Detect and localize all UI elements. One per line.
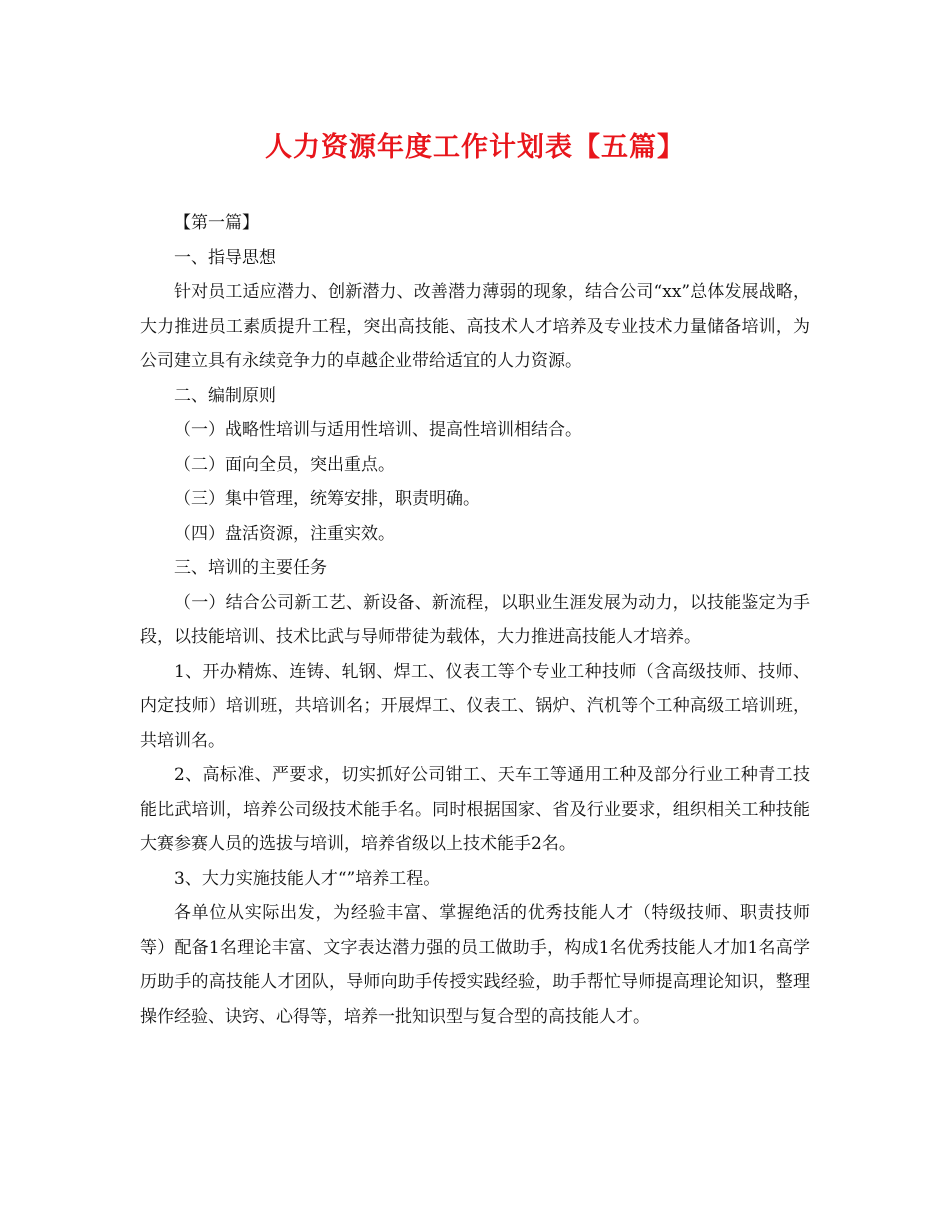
body-paragraph: 2、高标准、严要求，切实抓好公司钳工、天车工等通用工种及部分行业工种青工技能比武培训，培养公司级技术能手名。同时根据国家、省及行业要求，组织相关工种技能大赛参赛人员的选拔与培训，培养省级以上技术能手2名。 bbox=[140, 765, 810, 854]
body-paragraph: 3、大力实施技能人才“”培养工程。 bbox=[174, 868, 441, 889]
body-paragraph: 各单位从实际出发，为经验丰富、掌握绝活的优秀技能人才（特级技师、职责技师等）配备1名理论丰富、文字表达潜力强的员工做助手，构成1名优秀技能人才加1名高学历助手的高技能人才团队，导师向助手传授实践经验，助手帮忙导师提高理论知识，整理操作经验、诀窍、心得等，培养一批知识型与复合型的高技能人才。 bbox=[140, 903, 810, 1027]
body-paragraph: 1、开办精炼、连铸、轧钢、焊工、仪表工等个专业工种技师（含高级技师、技师、内定技师）培训班，共培训名；开展焊工、仪表工、锅炉、汽机等个工种高级工培训班，共培训名。 bbox=[140, 661, 810, 751]
list-item: （一）战略性培训与适用性培训、提高性培训相结合。 bbox=[174, 420, 582, 440]
section-heading: 【第一篇】 bbox=[174, 213, 259, 233]
subsection-heading: 一、指导思想 bbox=[174, 247, 276, 268]
list-item: （二）面向全员，突出重点。 bbox=[174, 454, 395, 475]
body-paragraph: （一）结合公司新工艺、新设备、新流程，以职业生涯发展为动力，以技能鉴定为手段，以技能培训、技术比武与导师带徒为载体，大力推进高技能人才培养。 bbox=[140, 592, 810, 647]
subsection-heading: 三、培训的主要任务 bbox=[174, 558, 327, 578]
list-item: （四）盘活资源，注重实效。 bbox=[174, 523, 395, 544]
document-title: 人力资源年度工作计划表【五篇】 bbox=[265, 132, 685, 163]
list-item: （三）集中管理，统筹安排，职责明确。 bbox=[174, 489, 480, 509]
body-paragraph: 针对员工适应潜力、创新潜力、改善潜力薄弱的现象，结合公司“xx”总体发展战略，大力推进员工素质提升工程，突出高技能、高技术人才培养及专业技术力量储备培训，为公司建立具有永续竞争力的卓越企业带给适宜的人力资源。 bbox=[140, 282, 810, 371]
document-body bbox=[140, 206, 810, 1034]
subsection-heading: 二、编制原则 bbox=[174, 385, 276, 406]
